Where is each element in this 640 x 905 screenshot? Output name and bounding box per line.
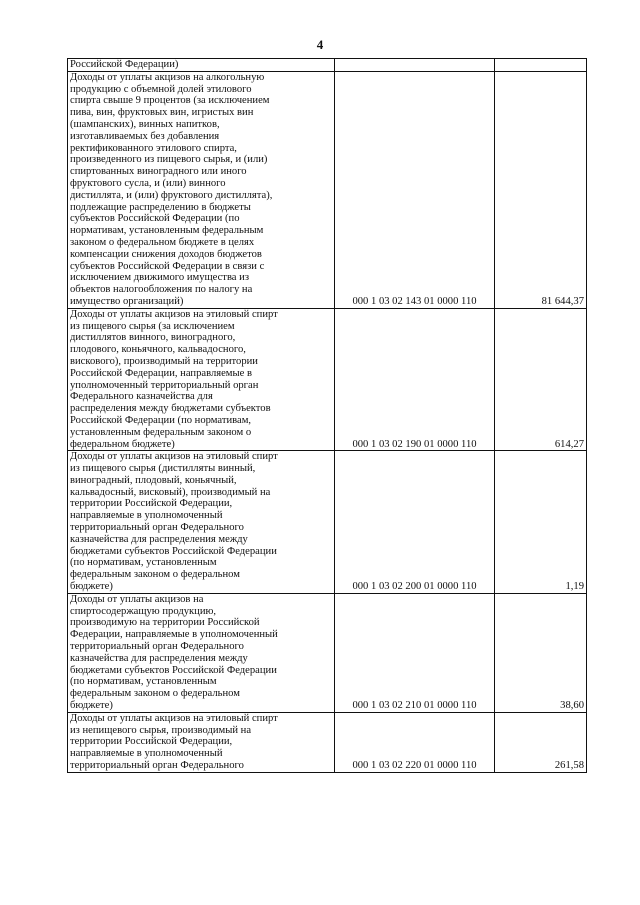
income-name-line: дистиллятов винного, виноградного, xyxy=(70,332,236,344)
income-name-line: виноградный, плодовый, коньячный, xyxy=(70,474,237,486)
income-name-line: произведенного из пищевого сырья, и (или) xyxy=(70,154,268,166)
budget-code-cell xyxy=(335,59,495,72)
income-name-line: (по нормативам, установленным xyxy=(70,557,217,569)
income-name-cell xyxy=(68,308,335,451)
income-name-cell xyxy=(68,712,335,772)
income-name-line: объектов налогообложения по налогу на xyxy=(70,284,253,296)
income-name-line: направляемые в уполномоченный xyxy=(70,748,223,760)
income-name-line: федеральным законом о федеральном xyxy=(70,569,240,581)
income-name-line: вискового), производимый на территории xyxy=(70,355,258,367)
income-name-line: Российской Федерации, направляемые в xyxy=(70,367,252,379)
income-name-line: производимую на территории Российской xyxy=(70,617,260,629)
table-row xyxy=(68,593,587,712)
income-name-line: Доходы от уплаты акцизов на xyxy=(70,593,204,605)
income-name-line: подлежащие распределению в бюджеты xyxy=(70,201,251,213)
budget-code-cell: 000 1 03 02 143 01 0000 110 xyxy=(335,71,495,308)
income-name-line: территории Российской Федерации, xyxy=(70,498,233,510)
amount-cell: 261,58 xyxy=(495,712,587,772)
income-name-line: из пищевого сырья (за исключением xyxy=(70,320,235,332)
income-name-line: спиртованных виноградного или иного xyxy=(70,166,247,178)
income-name-line: распределения между бюджетами субъектов xyxy=(70,403,271,415)
income-name-line: (шампанских), винных напитков, xyxy=(70,118,220,130)
income-name-line: территориальный орган Федерального xyxy=(70,641,244,653)
income-name-line: казначейства для распределения между xyxy=(70,652,248,664)
income-name-line: исключением движимого имущества из xyxy=(70,272,250,284)
income-name-line: плодового, коньячного, кальвадосного, xyxy=(70,344,246,356)
income-name-line: уполномоченный территориальный орган xyxy=(70,379,259,391)
table-row xyxy=(68,71,587,308)
income-name-line: бюджете) xyxy=(70,581,113,593)
income-name-line: дистиллята, и (или) фруктового дистиллята), xyxy=(70,189,273,201)
income-name-line: территории Российской Федерации, xyxy=(70,736,233,748)
income-name-line: Российской Федерации) xyxy=(70,59,179,70)
income-name-line: установленным федеральным законом о xyxy=(70,426,252,438)
amount-cell: 38,60 xyxy=(495,593,587,712)
income-name-line: фруктового сусла, и (или) винного xyxy=(70,177,226,189)
income-name-line: территориальный орган Федерального xyxy=(70,522,244,534)
income-name-line: спиртосодержащую продукцию, xyxy=(70,605,217,617)
income-name-line: федеральном бюджете) xyxy=(70,438,175,450)
income-name-line: бюджетами субъектов Российской Федерации xyxy=(70,545,277,557)
income-name-line: Федерального казначейства для xyxy=(70,391,213,403)
income-name-line: кальвадосный, висковый), производимый на xyxy=(70,486,271,498)
income-name-cell xyxy=(68,451,335,594)
amount-cell: 614,27 xyxy=(495,308,587,451)
income-name-line: законом о федеральном бюджете в целях xyxy=(70,236,255,248)
income-name-line: из непищевого сырья, производимый на xyxy=(70,724,252,736)
income-name-line: казначейства для распределения между xyxy=(70,533,248,545)
budget-code-cell: 000 1 03 02 220 01 0000 110 xyxy=(335,712,495,772)
income-name-line: Доходы от уплаты акцизов на этиловый спирт xyxy=(70,308,278,320)
page-number: 4 xyxy=(316,37,324,52)
income-name-line: пива, вин, фруктовых вин, игристых вин xyxy=(70,107,254,119)
income-name-line: (по нормативам, установленным xyxy=(70,676,217,688)
income-name-cell xyxy=(68,59,335,72)
income-name-line: федеральным законом о федеральном xyxy=(70,688,240,700)
income-name-line: из пищевого сырья (дистилляты винный, xyxy=(70,463,256,475)
amount-cell xyxy=(495,59,587,72)
income-name-line: Российской Федерации (по нормативам, xyxy=(70,414,252,426)
income-name-line: имущество организаций) xyxy=(70,295,184,307)
budget-code-cell: 000 1 03 02 190 01 0000 110 xyxy=(335,308,495,451)
budget-code-cell: 000 1 03 02 200 01 0000 110 xyxy=(335,451,495,594)
income-name-line: бюджете) xyxy=(70,700,113,712)
income-name-line: Доходы от уплаты акцизов на алкогольную xyxy=(70,71,265,83)
income-name-line: субъектов Российской Федерации в связи с xyxy=(70,260,265,272)
income-name-line: Доходы от уплаты акцизов на этиловый спирт xyxy=(70,451,278,463)
income-name-line: спирта свыше 9 процентов (за исключением xyxy=(70,95,270,107)
table-row xyxy=(68,308,587,451)
income-name-line: направляемые в уполномоченный xyxy=(70,510,223,522)
table-row xyxy=(68,451,587,594)
income-name-line: субъектов Российской Федерации (по xyxy=(70,213,240,225)
income-name-cell xyxy=(68,71,335,308)
income-name-cell xyxy=(68,593,335,712)
income-name-line: нормативам, установленным федеральным xyxy=(70,225,264,237)
income-name-line: территориальный орган Федерального xyxy=(70,760,244,772)
budget-code-cell: 000 1 03 02 210 01 0000 110 xyxy=(335,593,495,712)
amount-cell: 81 644,37 xyxy=(495,71,587,308)
income-name-line: изготавливаемых без добавления xyxy=(70,130,220,142)
income-name-line: Федерации, направляемые в уполномоченный xyxy=(70,629,278,641)
income-name-line: продукцию с объемной долей этилового xyxy=(70,83,252,95)
table-row xyxy=(68,59,587,72)
revenue-table-body xyxy=(68,59,587,773)
income-name-line: компенсации снижения доходов бюджетов xyxy=(70,248,262,260)
amount-cell: 1,19 xyxy=(495,451,587,594)
income-name-line: Доходы от уплаты акцизов на этиловый спирт xyxy=(70,712,278,724)
income-name-line: ректификованного этилового спирта, xyxy=(70,142,237,154)
revenue-table xyxy=(67,58,587,773)
table-row xyxy=(68,712,587,772)
income-name-line: бюджетами субъектов Российской Федерации xyxy=(70,664,277,676)
